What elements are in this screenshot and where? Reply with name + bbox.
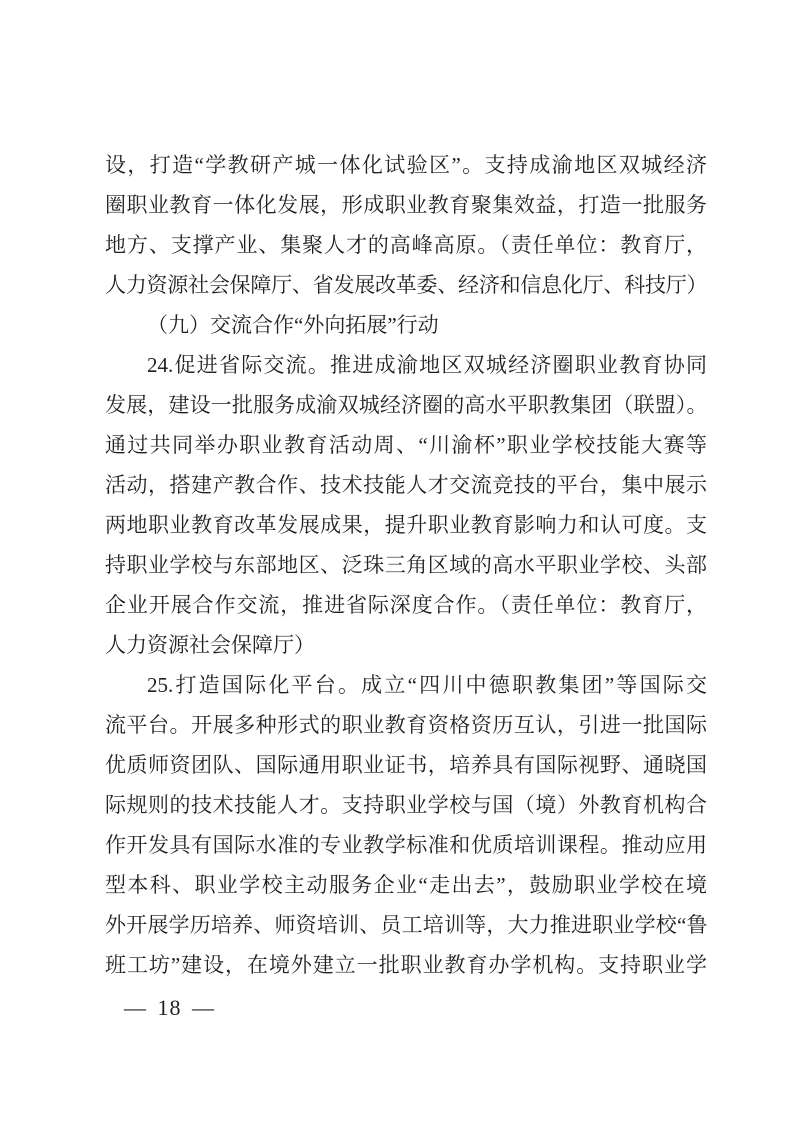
text-line: 优质师资团队、国际通用职业证书，培养具有国际视野、通晓国: [105, 753, 707, 777]
section-9: [105, 305, 707, 345]
text-line: 发展，建设一批服务成渝双城经济圈的高水平职教集团（联盟）。: [105, 393, 707, 417]
text-line: 通过共同举办职业教育活动周、“川渝杯”职业学校技能大赛等: [105, 433, 707, 457]
text-line: 设，打造“学教研产城一体化试验区”。支持成渝地区双城经济: [105, 153, 707, 177]
text-line: 型本科、职业学校主动服务企业“走出去”，鼓励职业学校在境: [105, 873, 707, 897]
text-line: 作开发具有国际水准的专业教学标准和优质培训课程。推动应用: [105, 833, 707, 857]
text-line: 人力资源社会保障厅、省发展改革委、经济和信息化厅、科技厅）: [105, 273, 707, 297]
document-body: [105, 145, 707, 985]
text-line: 外开展学历培养、师资培训、员工培训等，大力推进职业学校“鲁: [105, 913, 707, 937]
text-line: 班工坊”建设，在境外建立一批职业教育办学机构。支持职业学: [105, 953, 707, 977]
text-line: 企业开展合作交流，推进省际深度合作。（责任单位：教育厅，: [105, 593, 707, 617]
text-line: 际规则的技术技能人才。支持职业学校与国（境）外教育机构合: [105, 793, 707, 817]
paragraph-item-25: [105, 665, 707, 985]
section-heading: （九）交流合作“外向拓展”行动: [147, 313, 439, 337]
text-line: 圈职业教育一体化发展，形成职业教育聚集效益，打造一批服务: [105, 193, 707, 217]
text-line: 地方、支撑产业、集聚人才的高峰高原。（责任单位：教育厅，: [105, 233, 707, 257]
text-line: 人力资源社会保障厅）: [105, 633, 315, 657]
text-line: 持职业学校与东部地区、泛珠三角区域的高水平职业学校、头部: [105, 553, 707, 577]
page-number: — 18 —: [124, 995, 215, 1020]
text-line: 25.打造国际化平台。成立“四川中德职教集团”等国际交: [147, 673, 707, 697]
text-line: 24.促进省际交流。推进成渝地区双城经济圈职业教育协同: [147, 353, 707, 377]
paragraph-continuation: [105, 145, 707, 305]
text-line: 活动，搭建产教合作、技术技能人才交流竞技的平台，集中展示: [105, 473, 707, 497]
text-line: 流平台。开展多种形式的职业教育资格资历互认，引进一批国际: [105, 713, 707, 737]
text-line: 两地职业教育改革发展成果，提升职业教育影响力和认可度。支: [105, 513, 707, 537]
paragraph-item-24: [105, 345, 707, 665]
